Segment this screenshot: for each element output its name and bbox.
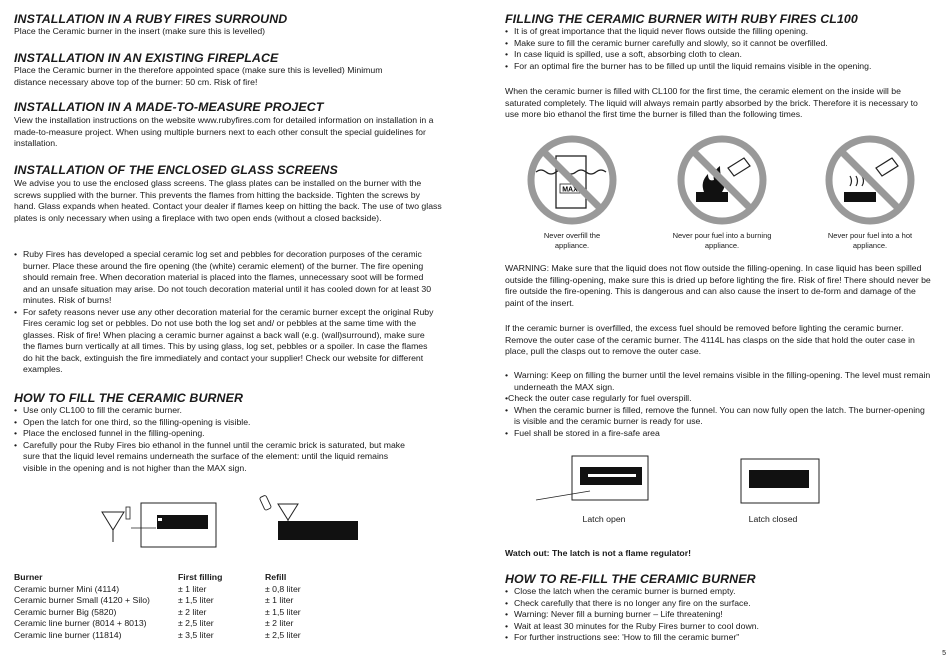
table-header: Burner xyxy=(14,572,43,582)
fill-bullets xyxy=(14,405,409,474)
table-cell: Ceramic burner Mini (4114) xyxy=(14,583,120,594)
latch-open-illustration xyxy=(534,453,654,508)
no-fuel-hot-icon xyxy=(824,134,916,226)
list-item: • Warning: Never fill a burning burner – Life threatening! xyxy=(505,609,933,621)
table-row xyxy=(14,607,301,619)
table-cell: ± 1,5 liter xyxy=(265,606,301,617)
table-row xyxy=(14,595,301,607)
filling-table xyxy=(14,572,301,641)
list-item: • For safety reasons never use any other decoration material for the ceramic burner except the original Ruby Fires ceramic log set or pebbles. Do not use both the log set and/ or pebbles at the same time with the glasses. Risk of fire! When placing a ceramic burner against a back wall (e.g. (wall)surround), make sure the flames burn vertically at all times. This by using glass, log set, pebbles or a spoiler. In case the flames do hit the back, extinguish the fire immediately and contact your supplier! Check our website for different examples. xyxy=(14,307,434,376)
table-cell: ± 2 liter xyxy=(178,606,207,617)
list-item: • In case liquid is spilled, use a soft, absorbing cloth to clean. xyxy=(505,49,935,61)
table-row xyxy=(14,618,301,630)
heading-existing-fireplace: INSTALLATION IN AN EXISTING FIREPLACE xyxy=(14,51,279,65)
no-overfill-icon xyxy=(526,134,618,226)
filling-warning-bullets xyxy=(505,370,933,439)
caption-burning: Never pour fuel into a burning appliance. xyxy=(672,231,772,250)
table-cell: Ceramic line burner (8014 + 8013) xyxy=(14,618,147,628)
heading-made-to-measure: INSTALLATION IN A MADE-TO-MEASURE PROJECT xyxy=(14,100,324,114)
list-item: • Carefully pour the Ruby Fires bio ethanol in the funnel until the ceramic brick is saturated, but make sure that the liquid level remains underneath the surface of the element: until the liquid remains visible in the opening and is not higher than the MAX sign. xyxy=(14,440,409,475)
table-cell: ± 1 liter xyxy=(178,583,207,594)
caption-hot: Never pour fuel into a hot appliance. xyxy=(827,231,913,250)
table-cell: Ceramic burner Big (5820) xyxy=(14,606,117,617)
list-item: • Make sure to fill the ceramic burner carefully and slowly, so it cannot be overfilled. xyxy=(505,38,935,50)
list-item: • Close the latch when the ceramic burner is burned empty. xyxy=(505,586,933,598)
text-surround: Place the Ceramic burner in the insert (make sure this is levelled) xyxy=(14,26,266,36)
table-cell: ± 2 liter xyxy=(265,618,294,628)
heading-surround: INSTALLATION IN A RUBY FIRES SURROUND xyxy=(14,12,288,26)
table-row xyxy=(14,630,301,642)
list-item: • Use only CL100 to fill the ceramic burner. xyxy=(14,405,409,417)
decoration-bullets xyxy=(14,249,434,376)
heading-how-to-fill: HOW TO FILL THE CERAMIC BURNER xyxy=(14,391,244,405)
table-cell: Ceramic burner Small (4120 + Silo) xyxy=(14,595,150,605)
text-made-to-measure: View the installation instructions on the website www.rubyfires.com for detailed information on installation in a made-to-measure project. When using multiple burners next to each other consult the special guidelines for installation. xyxy=(14,115,434,148)
first-fill-paragraph: When the ceramic burner is filled with CL100 for the first time, the ceramic element on the inside will be saturated completely. The liquid will always remain partly absorbed by the brick. Therefore it is necessary to use more bio ethanol the first time the burner is filled than the following times. xyxy=(505,86,918,119)
warning-paragraph: WARNING: Make sure that the liquid does not flow outside the filling-opening. In case liquid has been spilled outside the filling-opening, make sure this is dried up before lighting the fire. Risk of fire! There should never be fire outside the fire-opening. This is dangerous and can also cause the insert to de-form and damage of the paint of the insert. xyxy=(505,263,931,308)
page-number: 5 xyxy=(942,650,946,657)
table-cell: Ceramic line burner (11814) xyxy=(14,629,122,640)
list-item: • When the ceramic burner is filled, remove the funnel. You can now fully open the latch. The burner-opening is visible and the ceramic burner is ready for use. xyxy=(505,405,933,428)
list-item: • Ruby Fires has developed a special ceramic log set and pebbles for decoration purposes of the ceramic burner. Place these around the fire opening (the (white) ceramic element) of the burner. The fire opening should remain free. When decoration material is placed into the flames, unnecessary soot will be formed and an unsafe situation may arise. Do not touch decoration material until it has cooled down for at least 30 minutes. Risk of burns! xyxy=(14,249,434,307)
heading-re-fill: HOW TO RE-FILL THE CERAMIC BURNER xyxy=(505,572,756,586)
table-cell: ± 2,5 liter xyxy=(265,629,301,640)
list-item: • Place the enclosed funnel in the filling-opening. xyxy=(14,428,409,440)
list-item: •Check the outer case regularly for fuel overspill. xyxy=(505,393,692,403)
table-header: Refill xyxy=(265,572,287,582)
table-cell: ± 2,5 liter xyxy=(178,618,214,628)
cl100-bullets xyxy=(505,26,935,72)
bottle-pouring-illustration xyxy=(250,492,362,544)
list-item: • Wait at least 30 minutes for the Ruby Fires burner to cool down. xyxy=(505,621,933,633)
table-cell: ± 0,8 liter xyxy=(265,583,301,594)
text-existing-fireplace: Place the Ceramic burner in the therefore appointed space (make sure this is levelled) Minimum distance necessary above top of the burner: 50 cm. Risk of fire! xyxy=(14,65,383,87)
heading-glass-screens: INSTALLATION OF THE ENCLOSED GLASS SCREENS xyxy=(14,163,338,177)
max-label: MAX xyxy=(562,186,578,194)
latch-closed-illustration xyxy=(740,458,822,506)
caption-overfill: Never overfill the appliance. xyxy=(543,231,601,250)
table-header-row xyxy=(14,572,301,584)
list-item: • Open the latch for one third, so the filling-opening is visible. xyxy=(14,417,409,429)
table-cell: ± 1 liter xyxy=(265,595,294,605)
refill-bullets xyxy=(505,586,933,644)
table-row xyxy=(14,584,301,596)
heading-filling-cl100: FILLING THE CERAMIC BURNER WITH RUBY FIRES CL100 xyxy=(505,12,858,26)
list-item: • For an optimal fire the burner has to be filled up until the liquid remains visible in the opening. xyxy=(505,61,935,73)
latch-closed-caption: Latch closed xyxy=(748,514,798,524)
list-item: • It is of great importance that the liquid never flows outside the filling opening. xyxy=(505,26,935,38)
latch-open-caption: Latch open xyxy=(582,514,626,524)
text-glass-screens: We advise you to use the enclosed glass screens. The glass plates can be installed on the burner with the screws supplied with the burner. This prevents the flames from hitting the backside. Tighten the screws by hand. Glass expands when heated. Contact your dealer if flames keep on hitting the back. The use of two glass plates is only necessary when using a fireplace with two open ends (without a closed backside). xyxy=(14,178,442,223)
watch-out-note: Watch out: The latch is not a flame regulator! xyxy=(505,548,691,558)
list-item: • Warning: Keep on filling the burner until the level remains visible in the filling-opening. The level must remain underneath the MAX sign. xyxy=(505,370,933,393)
list-item: • Fuel shall be stored in a fire-safe area xyxy=(505,428,933,440)
table-header: First filling xyxy=(178,572,223,582)
list-item: • For further instructions see: 'How to fill the ceramic burner" xyxy=(505,632,933,644)
table-cell: ± 3,5 liter xyxy=(178,629,214,640)
overfill-paragraph: If the ceramic burner is overfilled, the excess fuel should be removed before lighting the ceramic burner. Remove the outer case of the ceramic burner. The 4114L has clasps on the side that hold the outer case in place, pull the clasps out to remove the outer case. xyxy=(505,323,915,356)
funnel-filling-illustration xyxy=(96,490,226,550)
no-fuel-burning-icon xyxy=(676,134,768,226)
list-item: • Check carefully that there is no longer any fire on the surface. xyxy=(505,598,933,610)
table-cell: ± 1,5 liter xyxy=(178,595,214,605)
